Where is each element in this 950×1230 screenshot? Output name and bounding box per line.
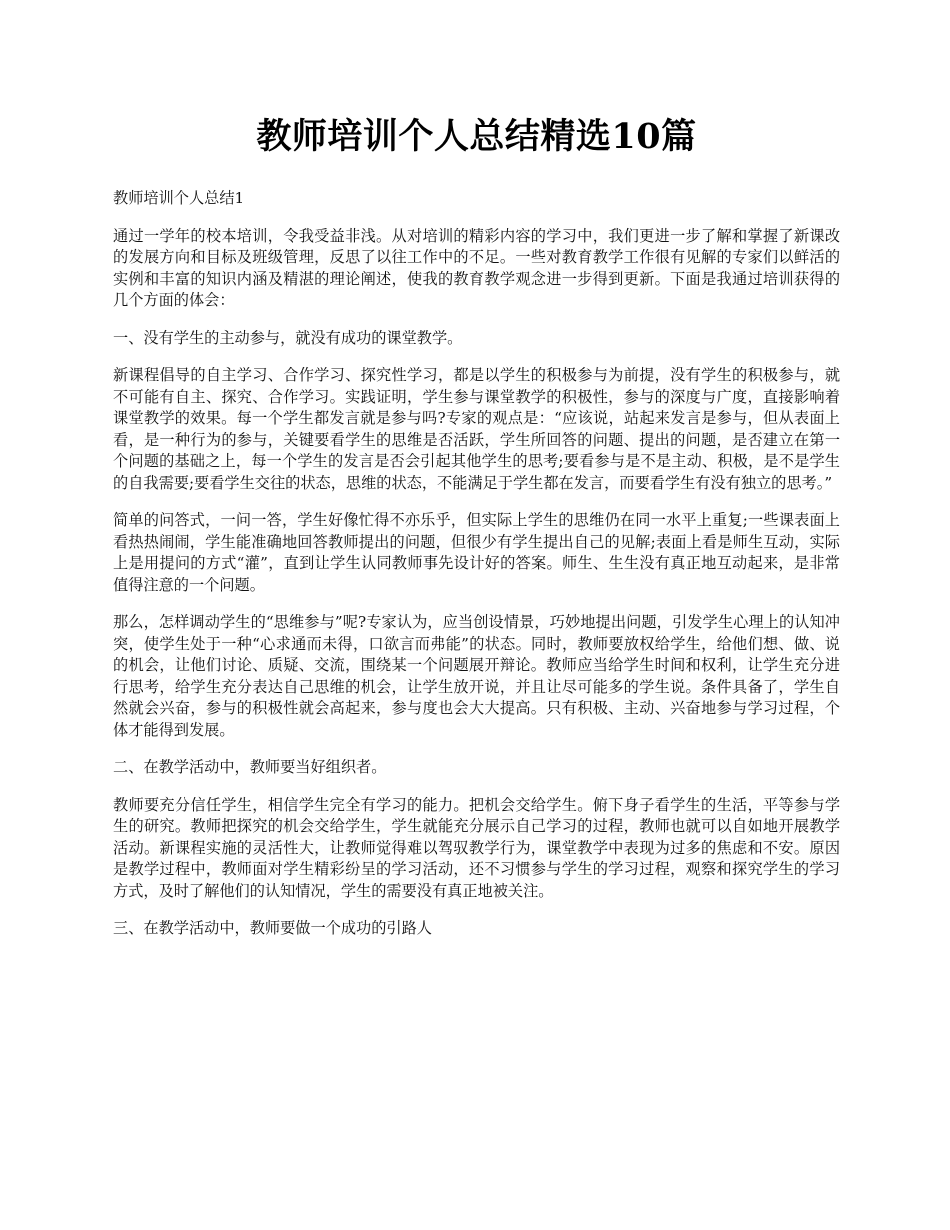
summary-heading: 教师培训个人总结1 [113,189,245,207]
document-page [113,112,840,956]
section-heading-1: 一、没有学生的主动参与，就没有成功的课堂教学。 [113,328,463,347]
body-paragraph: 新课程倡导的自主学习、合作学习、探究性学习，都是以学生的积极参与为前提，没有学生的积极参与，就不可能有自主、探究、合作学习。实践证明，学生参与课堂教学的积极性，参与的深度与广度，直接影响着课堂教学的效果。每一个学生都发言就是参与吗?专家的观点是：“应该说，站起来发言是参与，但从表面上看，是一种行为的参与，关键要看学生的思维是否活跃，学生所回答的问题、提出的问题，是否建立在第一个问题的基础之上，每一个学生的发言是否会引起其他学生的思考;要看参与是不是主动、积极，是不是学生的自我需要;要看学生交往的状态，思维的状态，不能满足于学生都在发言，而要看学生有没有独立的思考。” [113,366,840,492]
intro-paragraph: 通过一学年的校本培训，令我受益非浅。从对培训的精彩内容的学习中，我们更进一步了解和掌握了新课改的发展方向和目标及班级管理，反思了以往工作中的不足。一些对教育教学工作很有见解的专家们以鲜活的实例和丰富的知识内涵及精湛的理论阐述，使我的教育教学观念进一步得到更新。下面是我通过培训获得的几个方面的体会： [113,226,840,309]
body-paragraph: 简单的问答式，一问一答，学生好像忙得不亦乐乎，但实际上学生的思维仍在同一水平上重复;一些课表面上看热热闹闹，学生能准确地回答教师提出的问题，但很少有学生提出自己的见解;表面上看是师生互动，实际上是用提问的方式“灌”，直到让学生认同教师事先设计好的答案。师生、生生没有真正地互动起来，是非常值得注意的一个问题。 [113,511,840,594]
section-heading-2: 二、在教学活动中，教师要当好组织者。 [113,758,387,776]
document-title: 教师培训个人总结精选10篇 [256,116,697,157]
section-heading-3: 三、在教学活动中，教师要做一个成功的引路人 [113,919,432,937]
body-paragraph: 教师要充分信任学生，相信学生完全有学习的能力。把机会交给学生。俯下身子看学生的生活，平等参与学生的研究。教师把探究的机会交给学生，学生就能充分展示自己学习的过程，教师也就可以自如地开展教学活动。新课程实施的灵活性大，让教师觉得难以驾驭教学行为，课堂教学中表现为过多的焦虑和不安。原因是教学过程中，教师面对学生精彩纷呈的学习活动，还不习惯参与学生的学习过程，观察和探究学生的学习方式，及时了解他们的认知情况，学生的需要没有真正地被关注。 [113,795,840,900]
body-paragraph: 那么，怎样调动学生的“思维参与”呢?专家认为，应当创设情景，巧妙地提出问题，引发学生心理上的认知冲突，使学生处于一种“心求通而未得，口欲言而弗能”的状态。同时，教师要放权给学生，给他们想、做、说的机会，让他们讨论、质疑、交流，围绕某一个问题展开辩论。教师应当给学生时间和权利，让学生充分进行思考，给学生充分表达自己思维的机会，让学生放开说，并且让尽可能多的学生说。条件具备了，学生自然就会兴奋，参与的积极性就会高起来，参与度也会大大提高。只有积极、主动、兴奋地参与学习过程，个体才能得到发展。 [113,613,840,739]
